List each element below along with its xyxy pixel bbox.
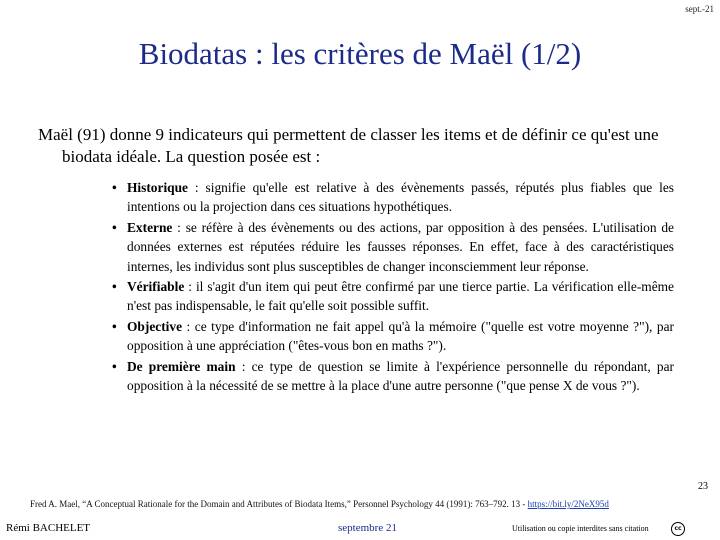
list-item: [112, 218, 674, 276]
criterion-text: : il s'agit d'un item qui peut être confirmé par une tierce partie. La vérification elle-même n'est pas indispensable, le fait qu'elle soit possible suffit.: [127, 279, 674, 314]
footer-license: Utilisation ou copie interdites sans citation: [512, 524, 649, 533]
list-item: [112, 357, 674, 396]
reference-note: [30, 499, 609, 509]
bullet-icon: •: [112, 219, 117, 235]
criterion-text: : ce type d'information ne fait appel qu'à la mémoire ("quelle est votre moyenne ?"), par opposition à une appréciation ("êtes-vous bon en maths ?").: [127, 318, 674, 354]
list-item: [112, 277, 674, 316]
footer-author: Rémi BACHELET: [6, 522, 91, 534]
page-number: 23: [698, 481, 708, 492]
header-date: sept.-21: [685, 4, 714, 14]
bullet-icon: •: [112, 318, 117, 334]
criterion-term: Historique: [127, 180, 189, 195]
criterion-text: : signifie qu'elle est relative à des évènements passés, réputés plus fiables que les intentions ou la projection dans ces situations hypothétiques.: [127, 180, 674, 215]
list-item: [112, 317, 674, 356]
reference-text: Fred A. Mael, “A Conceptual Rationale for the Domain and Attributes of Biodata Items,” Personnel Psychology 44 (1991): 763–792. 13 -: [30, 499, 528, 509]
intro-paragraph: Maël (91) donne 9 indicateurs qui permettent de classer les items et de définir ce qu'est une biodata idéale. La question posée est :: [38, 125, 659, 166]
criterion-term: Vérifiable: [127, 279, 185, 295]
bullet-icon: •: [112, 279, 117, 295]
slide-title: Biodatas : les critères de Maël (1/2): [138, 36, 582, 71]
criterion-term: De première main: [127, 358, 236, 374]
bullet-icon: •: [112, 180, 117, 195]
criterion-term: Objective: [127, 318, 183, 334]
footer-date: septembre 21: [338, 522, 397, 534]
bullet-icon: •: [112, 358, 117, 374]
criterion-text: : ce type de question se limite à l'expérience personnelle du répondant, par opposition à la nécessité de se mettre à la place d'une autre personne ("que pense X de vous ?").: [127, 358, 674, 394]
list-item: [112, 178, 674, 217]
reference-link[interactable]: https://bit.ly/2NeX95d: [527, 499, 609, 509]
criteria-list: [112, 178, 674, 396]
criterion-text: : se réfère à des évènements ou des actions, par opposition à des pensées. L'utilisation de données externes est réputées réduire les fausses réponses. En effet, face à des caractéristiques internes, les individus sont plus susceptibles de changer inconsciemment leur réponse.: [127, 219, 674, 274]
cc-license-icon: cc: [671, 522, 685, 536]
criterion-term: Externe: [127, 219, 173, 235]
